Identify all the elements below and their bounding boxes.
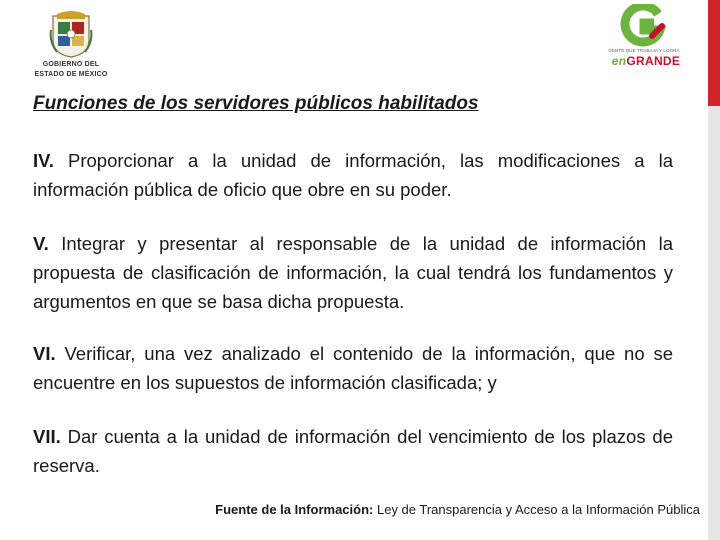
item-numeral: VII. bbox=[33, 426, 61, 447]
accent-bar-gray bbox=[708, 106, 720, 540]
function-item-iv bbox=[33, 146, 673, 204]
engrande-en: en bbox=[611, 54, 627, 68]
engrande-wordmark bbox=[604, 54, 688, 68]
source-text: Ley de Transparencia y Acceso a la Información Pública bbox=[376, 502, 700, 517]
item-numeral: VI. bbox=[33, 343, 56, 364]
engrande-tagline: GENTE QUE TRABAJA Y LOGRA bbox=[608, 48, 680, 53]
item-text: Verificar, una vez analizado el contenido de la información, que no se encuentre en los supuestos de información clasificada; y bbox=[33, 343, 674, 393]
function-item-v bbox=[33, 229, 673, 316]
g-brand-icon bbox=[618, 4, 666, 48]
accent-bar-red bbox=[708, 0, 720, 106]
item-numeral: IV. bbox=[33, 150, 54, 171]
item-text: Proporcionar a la unidad de información, las modificaciones a la información pública de oficio que obre en su poder. bbox=[33, 150, 673, 200]
engrande-logo bbox=[598, 4, 688, 70]
source-note bbox=[215, 502, 700, 517]
item-text: Dar cuenta a la unidad de información del vencimiento de los plazos de reserva. bbox=[33, 426, 673, 476]
coat-of-arms-icon bbox=[49, 10, 93, 58]
function-item-vi bbox=[33, 339, 673, 397]
item-text: Integrar y presentar al responsable de la unidad de información la propuesta de clasificación de información, la cual tendrá los fundamentos y argumentos en que se basa dicha propuesta. bbox=[33, 233, 674, 312]
page-title: Funciones de los servidores públicos habilitados bbox=[33, 93, 479, 114]
gobierno-logo bbox=[26, 10, 116, 82]
gobierno-logo-line2: ESTADO DE MÉXICO bbox=[34, 71, 108, 78]
function-item-vii bbox=[33, 422, 673, 480]
source-label: Fuente de la Información: bbox=[215, 502, 374, 517]
engrande-grande: GRANDE bbox=[626, 54, 681, 68]
gobierno-logo-line1: GOBIERNO DEL bbox=[42, 61, 100, 68]
item-numeral: V. bbox=[33, 233, 49, 254]
